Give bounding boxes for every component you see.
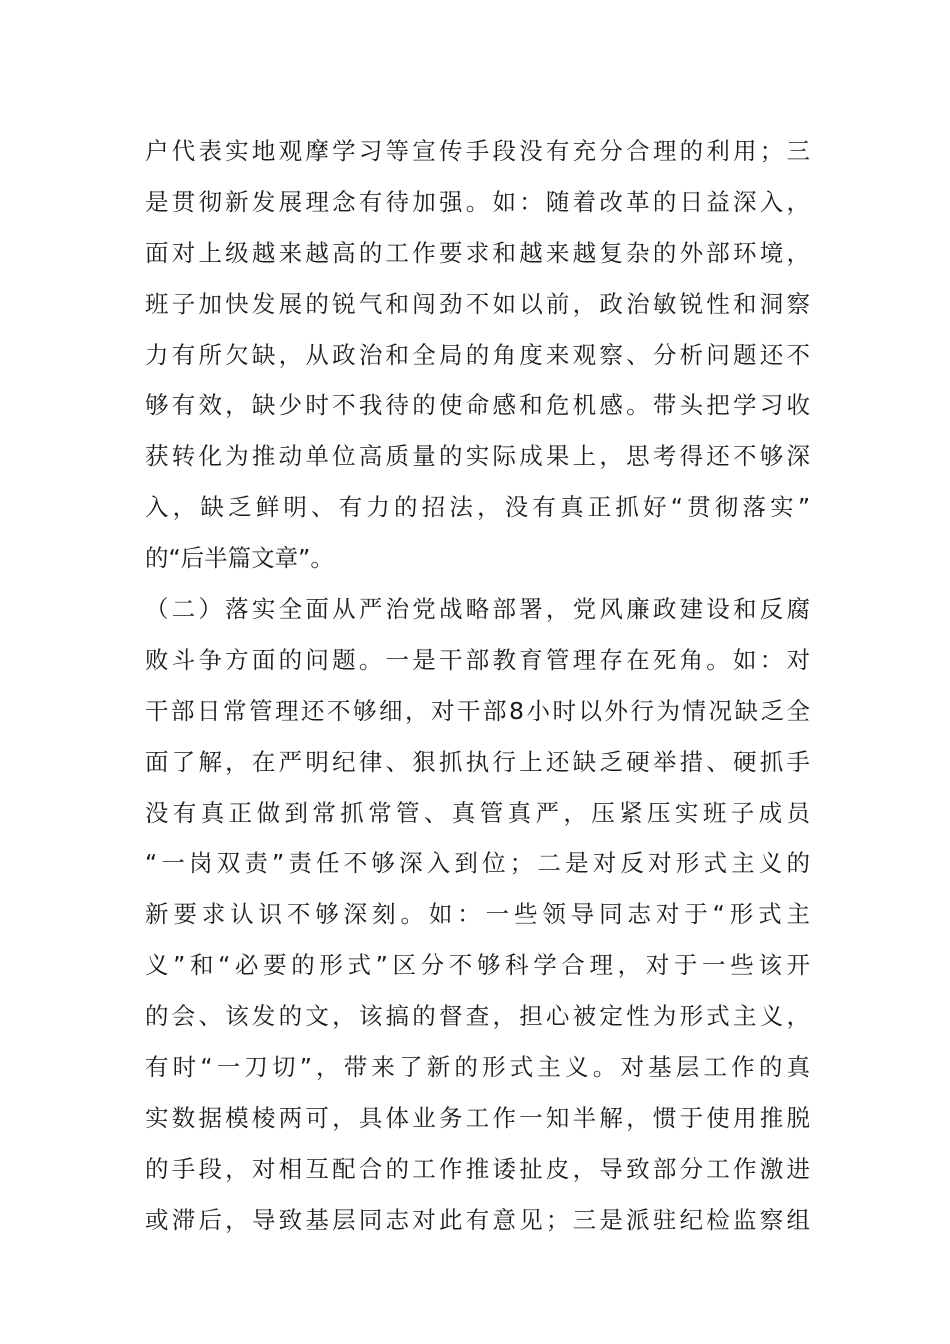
text-line: 的手段，对相互配合的工作推诿扯皮，导致部分工作激进	[145, 1154, 810, 1183]
text-line: 败斗争方面的问题。一是干部教育管理存在死角。如：对	[145, 645, 810, 674]
text-line: 力有所欠缺，从政治和全局的角度来观察、分析问题还不	[145, 340, 810, 369]
text-line: 有时“一刀切”，带来了新的形式主义。对基层工作的真	[145, 1053, 810, 1082]
text-line: 新要求认识不够深刻。如：一些领导同志对于“形式主	[145, 900, 810, 929]
body-text	[145, 126, 810, 1246]
text-line: 干部日常管理还不够细，对干部8小时以外行为情况缺乏全	[145, 696, 810, 725]
text-line: 或滞后，导致基层同志对此有意见；三是派驻纪检监察组	[145, 1205, 810, 1234]
section-heading-line: （二）落实全面从严治党战略部署，党风廉政建设和反腐	[145, 595, 810, 624]
text-line: 获转化为推动单位高质量的实际成果上，思考得还不够深	[145, 442, 810, 471]
text-line: 面对上级越来越高的工作要求和越来越复杂的外部环境，	[145, 238, 810, 267]
text-line: 实数据模棱两可，具体业务工作一知半解，惯于使用推脱	[145, 1103, 810, 1132]
text-line: 入，缺乏鲜明、有力的招法，没有真正抓好“贯彻落实”	[145, 493, 810, 522]
text-line: 班子加快发展的锐气和闯劲不如以前，政治敏锐性和洞察	[145, 289, 810, 318]
text-line: 没有真正做到常抓常管、真管真严，压紧压实班子成员	[145, 798, 810, 827]
text-line: “一岗双责”责任不够深入到位；二是对反对形式主义的	[145, 849, 810, 878]
text-line: 义”和“必要的形式”区分不够科学合理，对于一些该开	[145, 951, 810, 980]
text-line: 是贯彻新发展理念有待加强。如：随着改革的日益深入，	[145, 187, 810, 216]
text-line: 面了解，在严明纪律、狠抓执行上还缺乏硬举措、硬抓手	[145, 747, 810, 776]
text-line: 够有效，缺少时不我待的使命感和危机感。带头把学习收	[145, 391, 810, 420]
text-line: 户代表实地观摩学习等宣传手段没有充分合理的利用；三	[145, 137, 810, 165]
text-line: 的“后半篇文章”。	[145, 544, 334, 573]
text-line: 的会、该发的文，该搞的督查，担心被定性为形式主义，	[145, 1002, 810, 1031]
